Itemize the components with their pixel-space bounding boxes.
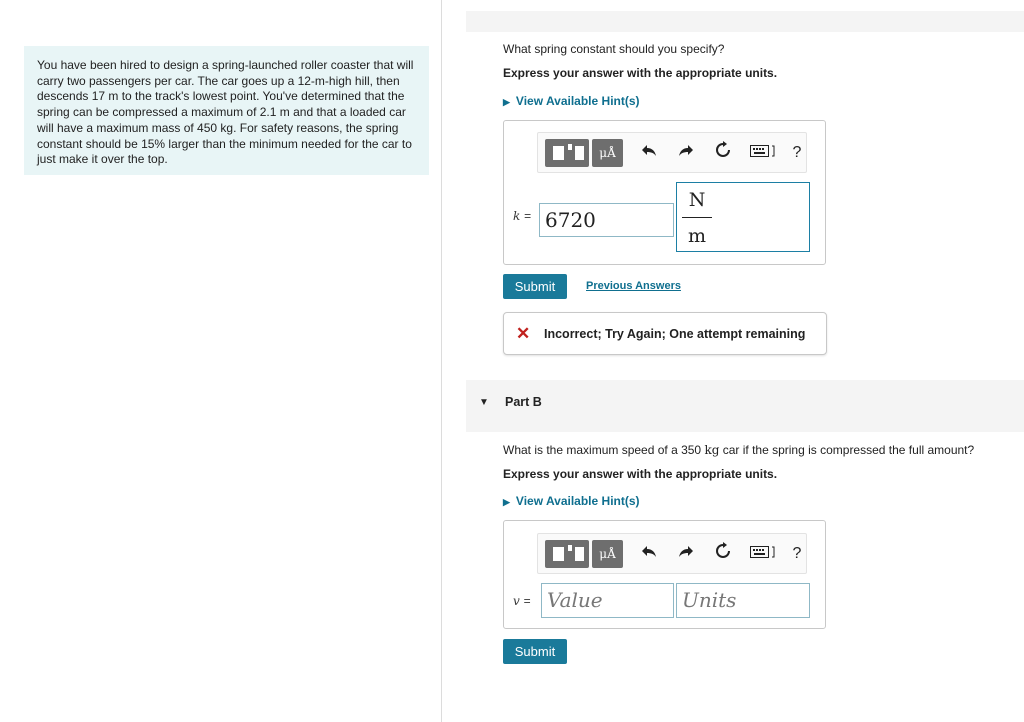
previous-answers-link[interactable]: Previous Answers	[586, 280, 681, 292]
unit-denominator: m	[687, 225, 707, 247]
part-a-instruction: Express your answer with the appropriate units.	[503, 66, 778, 80]
part-a-question: What spring constant should you specify?	[503, 42, 725, 56]
problem-line: descends 17 m to the track's lowest point. You've determined that the	[37, 89, 405, 104]
redo-icon[interactable]	[675, 542, 697, 566]
help-icon[interactable]: ?	[792, 144, 802, 161]
problem-line: will have a maximum mass of 450 kg. For safety reasons, the spring	[37, 120, 399, 135]
part-a-hint-toggle[interactable]	[503, 94, 640, 108]
reset-icon[interactable]	[712, 141, 734, 165]
part-a-value-input[interactable]: 6720	[539, 203, 674, 237]
reset-icon[interactable]	[712, 542, 734, 566]
caret-down-icon: ▼	[479, 397, 489, 408]
units-icon[interactable]: μÅ	[592, 540, 623, 568]
part-a-units-input[interactable]	[676, 182, 810, 252]
part-b-value-input[interactable]: Value	[541, 583, 674, 618]
undo-icon[interactable]	[638, 542, 660, 566]
problem-line: spring can be compressed a maximum of 2.1 m and that a loaded car	[37, 105, 406, 120]
part-b-submit-button[interactable]: Submit	[503, 639, 567, 664]
problem-line: carry two passengers per car. The car goes up a 12-m-high hill, then	[37, 73, 400, 88]
problem-statement	[24, 46, 429, 175]
part-b-variable-label: v =	[513, 594, 531, 608]
column-divider	[441, 0, 442, 722]
part-b-toolbar	[537, 533, 807, 574]
feedback-message	[503, 312, 827, 355]
part-b-title: Part B	[505, 395, 542, 409]
undo-icon[interactable]	[638, 141, 660, 165]
part-b-hint-toggle[interactable]	[503, 494, 640, 508]
part-b-instruction: Express your answer with the appropriate units.	[503, 467, 778, 481]
keyboard-icon[interactable]	[749, 542, 779, 566]
problem-line: just make it over the top.	[37, 152, 168, 167]
part-b-header[interactable]	[466, 380, 1024, 432]
part-b-units-input[interactable]: Units	[676, 583, 810, 618]
part-a-variable-label: k =	[513, 209, 532, 223]
templates-icon[interactable]	[545, 139, 589, 167]
templates-icon[interactable]	[545, 540, 589, 568]
part-b-question: What is the maximum speed of a 350 kg car if the spring is compressed the full amount?	[503, 443, 975, 457]
caret-right-icon: ▶	[503, 497, 510, 507]
part-a-submit-button[interactable]: Submit	[503, 274, 567, 299]
units-icon[interactable]: μÅ	[592, 139, 623, 167]
hint-label: View Available Hint(s)	[515, 494, 640, 508]
part-a-header-band	[466, 11, 1024, 32]
problem-line: You have been hired to design a spring-launched roller coaster that will	[37, 58, 414, 72]
problem-line: constant should be 15% larger than the minimum needed for the car to	[37, 136, 412, 151]
redo-icon[interactable]	[675, 141, 697, 165]
part-a-toolbar	[537, 132, 807, 173]
unit-numerator: N	[688, 189, 706, 211]
feedback-text: Incorrect; Try Again; One attempt remaining	[544, 327, 806, 341]
error-x-icon: ✕	[516, 324, 531, 343]
caret-right-icon: ▶	[503, 97, 510, 107]
hint-label: View Available Hint(s)	[515, 94, 640, 108]
help-icon[interactable]: ?	[792, 545, 802, 562]
fraction-bar	[682, 217, 712, 218]
keyboard-icon[interactable]	[749, 141, 779, 165]
